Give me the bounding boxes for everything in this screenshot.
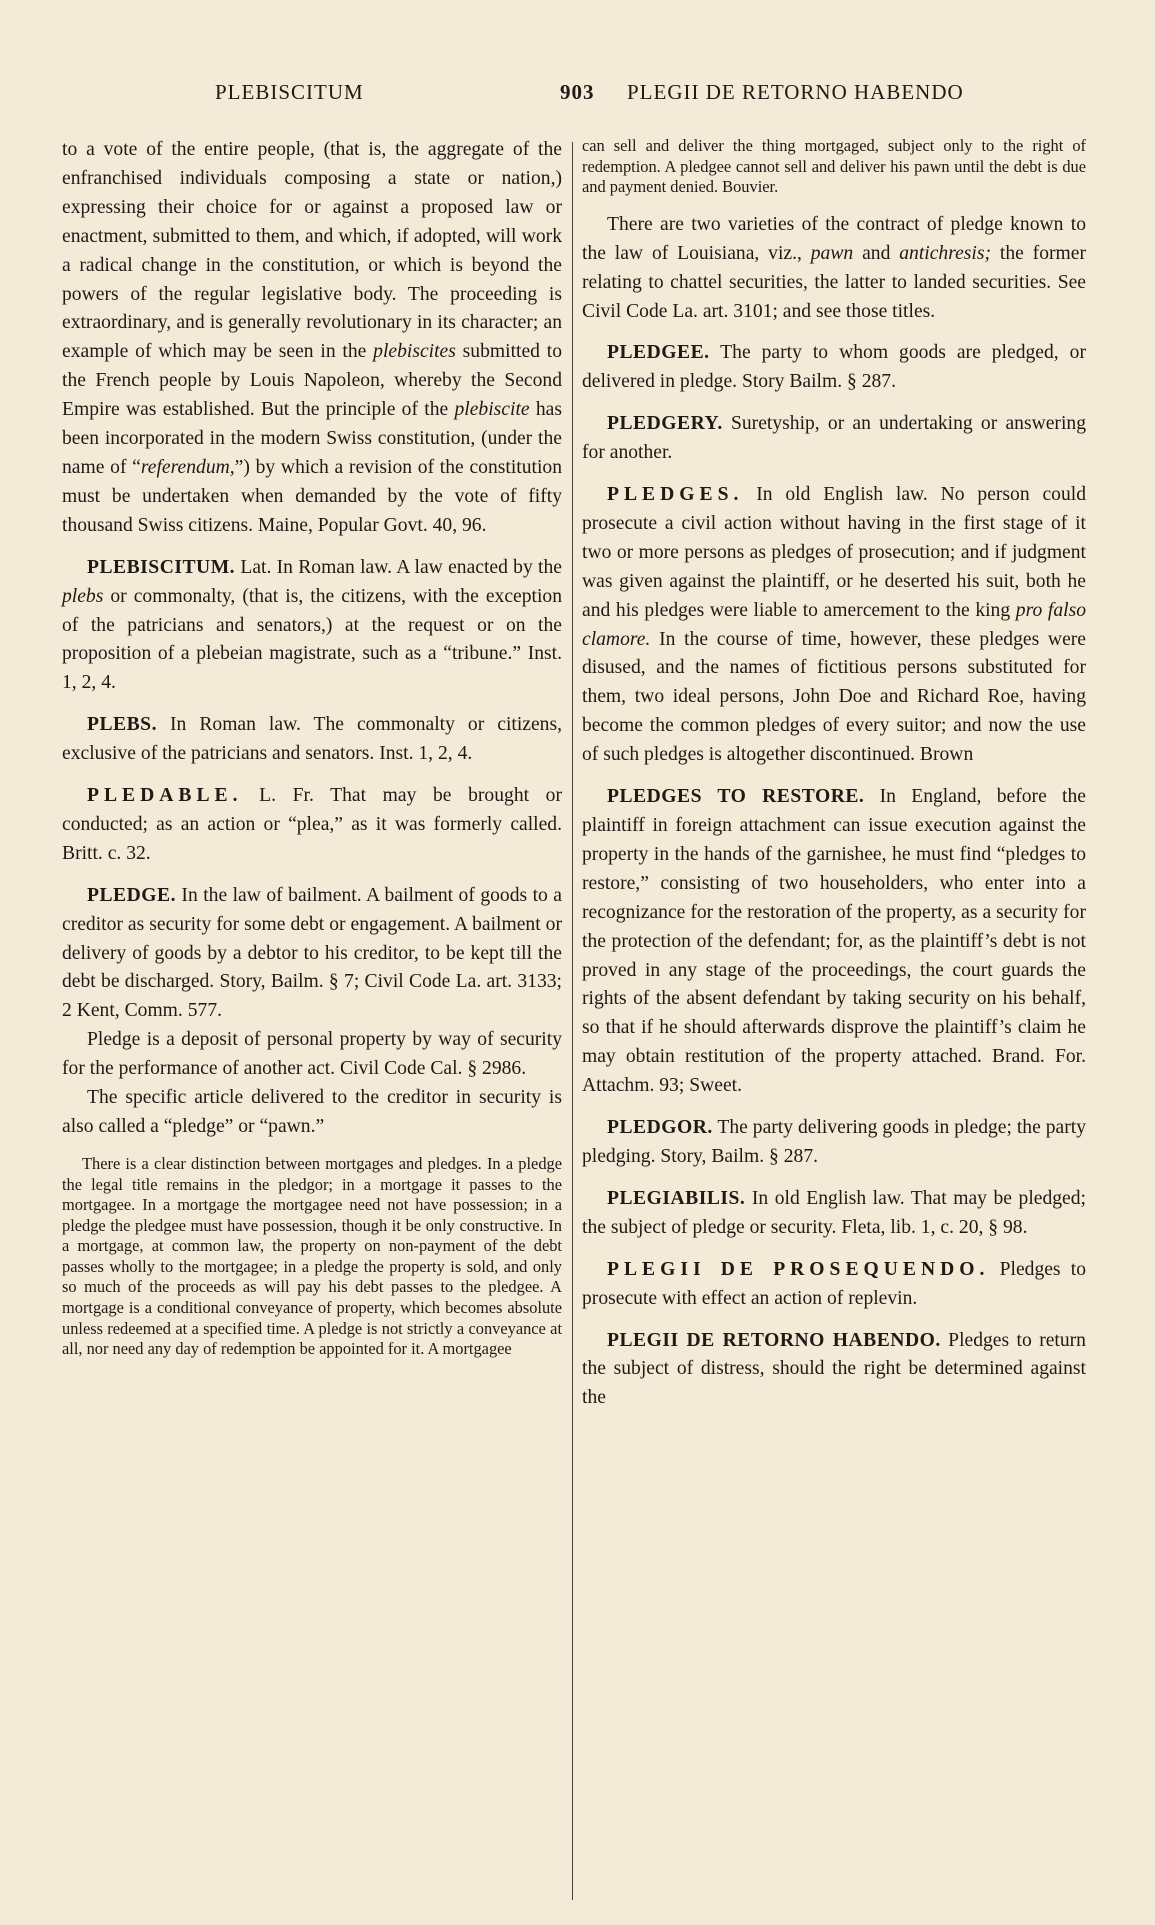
- headword: PLEBS.: [87, 714, 157, 736]
- left-column: [62, 136, 562, 1360]
- headword: PLEGII DE PROSEQUENDO.: [607, 1258, 990, 1280]
- entry-plegii-de-retorno-habendo: PLEGII DE RETORNO HABENDO. Pledges to return the subject of distress, should the right be determined against the: [582, 1329, 1086, 1409]
- right-column: [582, 136, 1086, 1413]
- pledge-note-continuation: can sell and deliver the thing mortgaged, subject only to the right of redemption. A pledgee cannot sell and deliver his pawn until the debt is due and payment denied. Bouvier.: [582, 136, 1086, 197]
- entry-pledable: PLEDABLE. L. Fr. That may be brought or conducted; as an action or “plea,” as it was formerly called. Britt. c. 32.: [62, 785, 562, 864]
- entry-plebiscitum: PLEBISCITUM. Lat. In Roman law. A law enacted by the plebs or commonalty, (that is, the citizens, with the exception of the patricians and senators,) at the request or on the proposition of a plebeian magistrate, such as a “tribune.” Inst. 1, 2, 4.: [62, 556, 562, 694]
- headword: PLEDGES TO RESTORE.: [607, 786, 865, 808]
- headword: PLEGII DE RETORNO HABENDO.: [607, 1329, 941, 1351]
- page-number: 903: [560, 80, 595, 104]
- headword: PLEDGEE.: [607, 342, 710, 364]
- entry-pledges: PLEDGES. In old English law. No person could prosecute a civil action without having in the first stage of it two or more persons as pledges of prosecution; and if judgment was given against the plaintiff, or he deserted his suit, both he and his pledges were liable to amercement to the king pro falso clamore. In the course of time, however, these pledges were disused, and the names of fictitious persons substituted for them, two ideal persons, John Doe and Richard Roe, having become the common pledges of every suitor; and now the use of such pledges is altogether discontinued. Brown: [582, 484, 1086, 766]
- entry-pledgee: PLEDGEE. The party to whom goods are pledged, or delivered in pledge. Story Bailm. § 287.: [582, 342, 1086, 393]
- louisiana-pledge-paragraph: There are two varieties of the contract of pledge known to the law of Louisiana, viz., pawn and antichresis; the former relating to chattel securities, the latter to landed securities. See Civil Code La. art. 3101; and see those titles.: [582, 213, 1086, 322]
- headword: PLEDABLE.: [87, 785, 243, 807]
- entry-pledgor: PLEDGOR. The party delivering goods in pledge; the party pledging. Story, Bailm. § 287.: [582, 1117, 1086, 1167]
- column-divider: [572, 142, 573, 1900]
- headword: PLEDGE.: [87, 884, 176, 906]
- headword: PLEGIABILIS.: [607, 1187, 746, 1209]
- headword: PLEBISCITUM.: [87, 556, 236, 578]
- page-header: [0, 80, 1155, 110]
- entry-plegii-de-prosequendo: PLEGII DE PROSEQUENDO. Pledges to prosecute with effect an action of replevin.: [582, 1258, 1086, 1309]
- entry-pledges-to-restore: PLEDGES TO RESTORE. In England, before the plaintiff in foreign attachment can issue execution against the property in the hands of the garnishee, he must find “pledges to restore,” consisting of two householders, who enter into a recognizance for the restoration of the property, as a security for the protection of the defendant; for, as the plaintiff’s debt is not proved in any stage of the proceedings, the court guards the rights of the absent defendant by taking security on his behalf, so that if he should afterwards disprove the plaintiff’s claim he may obtain restitution of the property attached. Brand. For. Attachm. 93; Sweet.: [582, 786, 1086, 1097]
- header-right-title: PLEGII DE RETORNO HABENDO: [627, 80, 964, 104]
- entry-plegiabilis: PLEGIABILIS. In old English law. That may be pledged; the subject of pledge or security. Fleta, lib. 1, c. 20, § 98.: [582, 1187, 1086, 1238]
- headword: PLEDGES.: [607, 484, 744, 506]
- entry-pledgery: PLEDGERY. Suretyship, or an undertaking or answering for another.: [582, 413, 1086, 464]
- entry-pledge: PLEDGE. In the law of bailment. A bailment of goods to a creditor as security for some debt or engagement. A bailment or delivery of goods by a debtor to his creditor, to be kept till the debt be discharged. Story, Bailm. § 7; Civil Code La. art. 3133; 2 Kent, Comm. 577.: [62, 884, 562, 1022]
- headword: PLEDGERY.: [607, 413, 723, 435]
- headword: PLEDGOR.: [607, 1117, 713, 1139]
- pledge-note-small-print: There is a clear distinction between mortgages and pledges. In a pledge the legal title remains in the pledgor; in a mortgage it passes to the mortgagee. In a mortgage the mortgagee need not have possession; in a pledge the pledgee must have possession, though it be only constructive. In a mortgage, at common law, the property on non-payment of the debt passes wholly to the mortgagee; in a pledge the property is sold, and only so much of the proceeds as will pay his debt passes to the pledgee. A mortgage is a conditional conveyance of property, which becomes absolute unless redeemed at a specified time. A pledge is not strictly a conveyance at all, nor need any day of redemption be appointed for it. A mortgagee: [62, 1153, 562, 1359]
- pledge-definition-paragraph: Pledge is a deposit of personal property by way of security for the performance of another act. Civil Code Cal. § 2986.: [62, 1029, 562, 1080]
- header-left-title: PLEBISCITUM: [215, 80, 364, 104]
- entry-plebs: PLEBS. In Roman law. The commonalty or citizens, exclusive of the patricians and senators. Inst. 1, 2, 4.: [62, 714, 562, 765]
- entry-plebiscite-continuation: to a vote of the entire people, (that is, the aggregate of the enfranchised individuals composing a state or nation,) expressing their choice for or against a proposed law or enactment, submitted to them, and which, if adopted, will work a radical change in the constitution, or which is beyond the powers of the regular legislative body. The proceeding is extraordinary, and is generally revolutionary in its character; an example of which may be seen in the plebiscites submitted to the French people by Louis Napoleon, whereby the Second Empire was established. But the principle of the plebiscite has been incorporated in the modern Swiss constitution, (under the name of “referendum,”) by which a revision of the constitution must be undertaken when demanded by the vote of fifty thousand Swiss citizens. Maine, Popular Govt. 40, 96.: [62, 139, 563, 536]
- pledge-pawn-paragraph: The specific article delivered to the creditor in security is also called a “pledge” or “pawn.”: [62, 1087, 562, 1137]
